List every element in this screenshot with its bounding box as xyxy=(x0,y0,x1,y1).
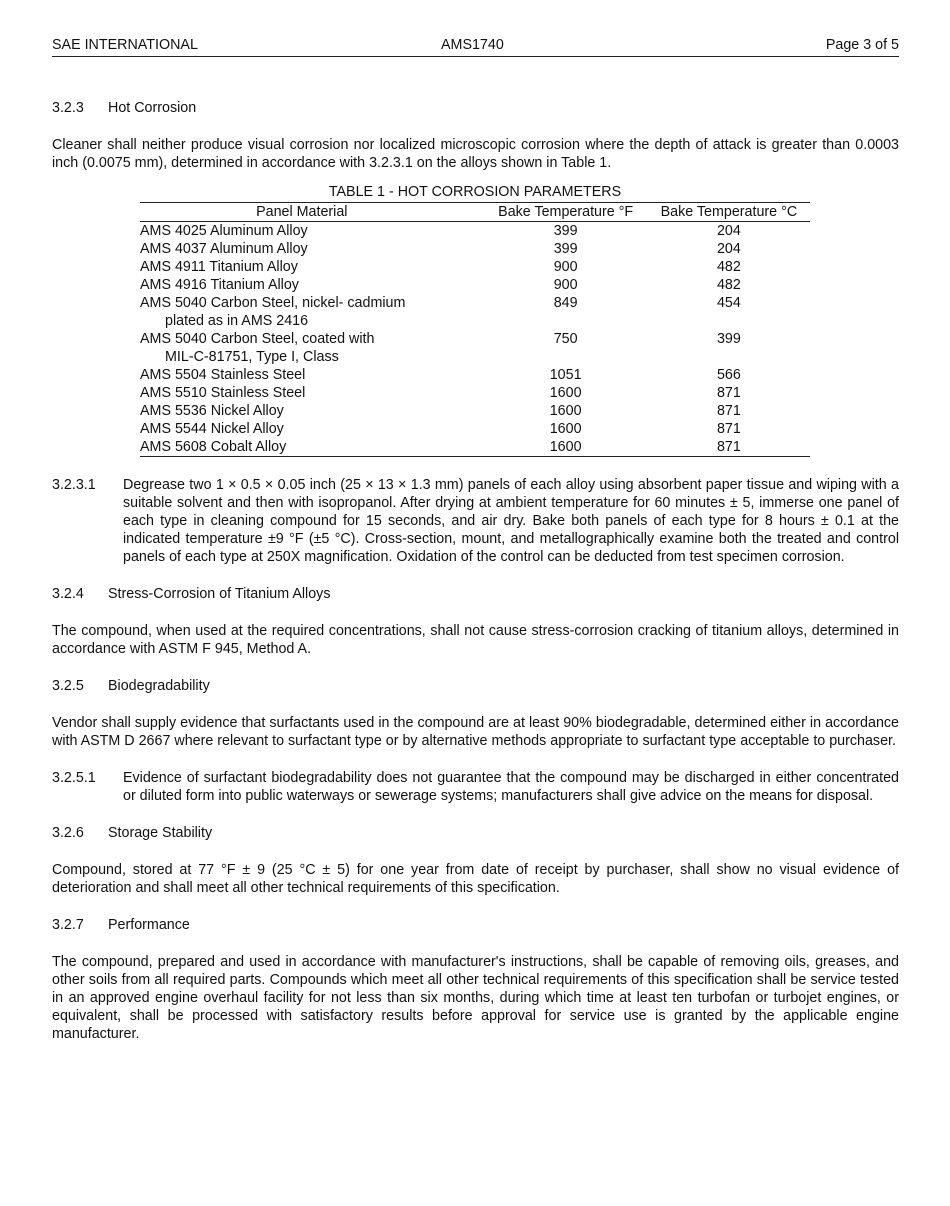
section-3-2-4-text: The compound, when used at the required concentrations, shall not cause stress-corrosion cracking of titanium alloys, determined in accordance with ASTM F 945, Method A. xyxy=(52,623,899,657)
column-header-material: Panel Material xyxy=(256,204,348,220)
material-line-1: AMS 5040 Carbon Steel, nickel- cadmium xyxy=(140,295,406,311)
table-row xyxy=(140,258,810,276)
cell-bake-c: 204 xyxy=(716,241,741,257)
material-line-2: plated as in AMS 2416 xyxy=(165,313,309,329)
clause-text: Degrease two 1 × 0.5 × 0.05 inch (25 × 13 × 1.3 mm) panels of each alloy using absorbent paper tissue and wiping with a suitable solvent and then with isopropanol. After drying at ambient temperature for 60 minutes ± 5, immerse one panel of each type in cleaning compound for 15 seconds, and air dry. Bake both panels of each type for 8 hours ± 0.1 at the indicated temperature ±9 °F (±5 °C). Cross-section, mount, and metallographically examine both the treated and control panels of each type at 250X magnification. Oxidation of the control can be deducted from test specimen corrosion. xyxy=(123,477,899,565)
table-row xyxy=(140,222,810,241)
cell-bake-c: 871 xyxy=(716,439,741,455)
header-document-number: AMS1740 xyxy=(441,37,504,53)
cell-material xyxy=(140,294,484,330)
cell-bake-f: 1051 xyxy=(549,367,582,383)
cell-material xyxy=(140,258,484,276)
section-3-2-3-1 xyxy=(52,476,899,566)
section-3-2-6-text: Compound, stored at 77 °F ± 9 (25 °C ± 5) for one year from date of receipt by purchaser, shall show no visual evidence of deterioration and shall meet all other technical requirements of this specification. xyxy=(52,862,899,896)
cell-material xyxy=(140,330,484,366)
cell-bake-c: 871 xyxy=(716,421,741,437)
cell-bake-f: 1600 xyxy=(549,403,582,419)
cell-bake-c: 482 xyxy=(716,259,741,275)
cell-bake-f: 849 xyxy=(553,295,578,311)
cell-bake-c: 399 xyxy=(716,331,741,347)
section-3-2-4-heading xyxy=(52,585,899,603)
section-3-2-3-text: Cleaner shall neither produce visual corrosion nor localized microscopic corrosion where the depth of attack is greater than 0.0003 inch (0.0075 mm), determined in accordance with 3.2.3.1 on the alloys shown in Table 1. xyxy=(52,137,899,171)
table-header-row xyxy=(140,203,810,222)
cell-material xyxy=(140,240,484,258)
cell-bake-f: 1600 xyxy=(549,421,582,437)
material-line-2: MIL-C-81751, Type I, Class xyxy=(165,349,339,365)
material-line-1: AMS 4911 Titanium Alloy xyxy=(140,259,298,275)
material-line-1: AMS 5608 Cobalt Alloy xyxy=(140,439,287,455)
cell-bake-f: 1600 xyxy=(549,439,582,455)
header-organization: SAE INTERNATIONAL xyxy=(52,37,198,53)
cell-material xyxy=(140,366,484,384)
table-row xyxy=(140,402,810,420)
cell-bake-f: 399 xyxy=(553,241,578,257)
cell-material xyxy=(140,402,484,420)
clause-number: 3.2.3.1 xyxy=(52,477,96,493)
cell-bake-f: 900 xyxy=(553,277,578,293)
table-row xyxy=(140,294,810,330)
cell-bake-c: 566 xyxy=(716,367,741,383)
cell-bake-c: 871 xyxy=(716,385,741,401)
cell-bake-f: 399 xyxy=(553,223,578,239)
cell-material xyxy=(140,384,484,402)
cell-bake-c: 482 xyxy=(716,277,741,293)
section-3-2-5-text: Vendor shall supply evidence that surfactants used in the compound are at least 90% biodegradable, determined either in accordance with ASTM D 2667 where relevant to surfactant type or by alternative methods appropriate to surfactant type acceptable to purchaser. xyxy=(52,715,899,749)
table-row xyxy=(140,240,810,258)
table-row xyxy=(140,438,810,457)
table xyxy=(140,202,810,457)
material-line-1: AMS 4037 Aluminum Alloy xyxy=(140,241,308,257)
table-row xyxy=(140,276,810,294)
column-header-bake-c: Bake Temperature °C xyxy=(660,204,798,220)
clause-text: Evidence of surfactant biodegradability does not guarantee that the compound may be discharged in either concentrated or diluted form into public waterways or sewerage systems; manufacturers shall give advice on the means for disposal. xyxy=(123,770,899,804)
cell-bake-c: 454 xyxy=(716,295,741,311)
section-3-2-7-heading xyxy=(52,916,899,934)
cell-bake-f: 750 xyxy=(553,331,578,347)
cell-material xyxy=(140,420,484,438)
section-3-2-5-1 xyxy=(52,769,899,805)
section-3-2-7-text: The compound, prepared and used in accordance with manufacturer's instructions, shall be capable of removing oils, greases, and other soils from all required parts. Compounds which meet all other technical requirements of this specification shall be service tested in an approved engine overhaul facility for not less than six months, during which time at least ten turbofan or turbojet engines, or equivalent, shall be processed with satisfactory results before approval for service use is granted by the applicable engine manufacturer. xyxy=(52,954,899,1042)
page-header xyxy=(52,36,899,57)
clause-number: 3.2.5.1 xyxy=(52,770,96,786)
table-row xyxy=(140,366,810,384)
cell-material xyxy=(140,276,484,294)
material-line-1: AMS 5510 Stainless Steel xyxy=(140,385,306,401)
header-page-number: Page 3 of 5 xyxy=(825,37,899,53)
cell-bake-f: 1600 xyxy=(549,385,582,401)
table-row xyxy=(140,330,810,366)
hot-corrosion-table xyxy=(140,183,810,457)
cell-bake-f: 900 xyxy=(553,259,578,275)
table-row xyxy=(140,384,810,402)
section-number: 3.2.7 xyxy=(52,917,84,933)
section-title: Hot Corrosion xyxy=(108,100,197,116)
material-line-1: AMS 5544 Nickel Alloy xyxy=(140,421,284,437)
material-line-1: AMS 5536 Nickel Alloy xyxy=(140,403,284,419)
section-title: Storage Stability xyxy=(108,825,213,841)
material-line-1: AMS 5504 Stainless Steel xyxy=(140,367,306,383)
cell-material xyxy=(140,438,484,457)
section-number: 3.2.4 xyxy=(52,586,84,602)
cell-bake-c: 204 xyxy=(716,223,741,239)
material-line-1: AMS 5040 Carbon Steel, coated with xyxy=(140,331,375,347)
section-3-2-5-heading xyxy=(52,677,899,695)
section-number: 3.2.6 xyxy=(52,825,84,841)
table-title: TABLE 1 - HOT CORROSION PARAMETERS xyxy=(328,184,622,200)
material-line-1: AMS 4025 Aluminum Alloy xyxy=(140,223,308,239)
cell-material xyxy=(140,222,484,241)
table-row xyxy=(140,420,810,438)
section-3-2-6-heading xyxy=(52,824,899,842)
material-line-1: AMS 4916 Titanium Alloy xyxy=(140,277,299,293)
section-title: Performance xyxy=(108,917,190,933)
section-number: 3.2.3 xyxy=(52,100,84,116)
document-body xyxy=(52,99,899,1043)
section-title: Biodegradability xyxy=(108,678,210,694)
section-number: 3.2.5 xyxy=(52,678,84,694)
cell-bake-c: 871 xyxy=(716,403,741,419)
column-header-bake-f: Bake Temperature °F xyxy=(498,204,634,220)
table-body xyxy=(140,222,810,457)
section-title: Stress-Corrosion of Titanium Alloys xyxy=(108,586,331,602)
section-3-2-3-heading xyxy=(52,99,899,117)
